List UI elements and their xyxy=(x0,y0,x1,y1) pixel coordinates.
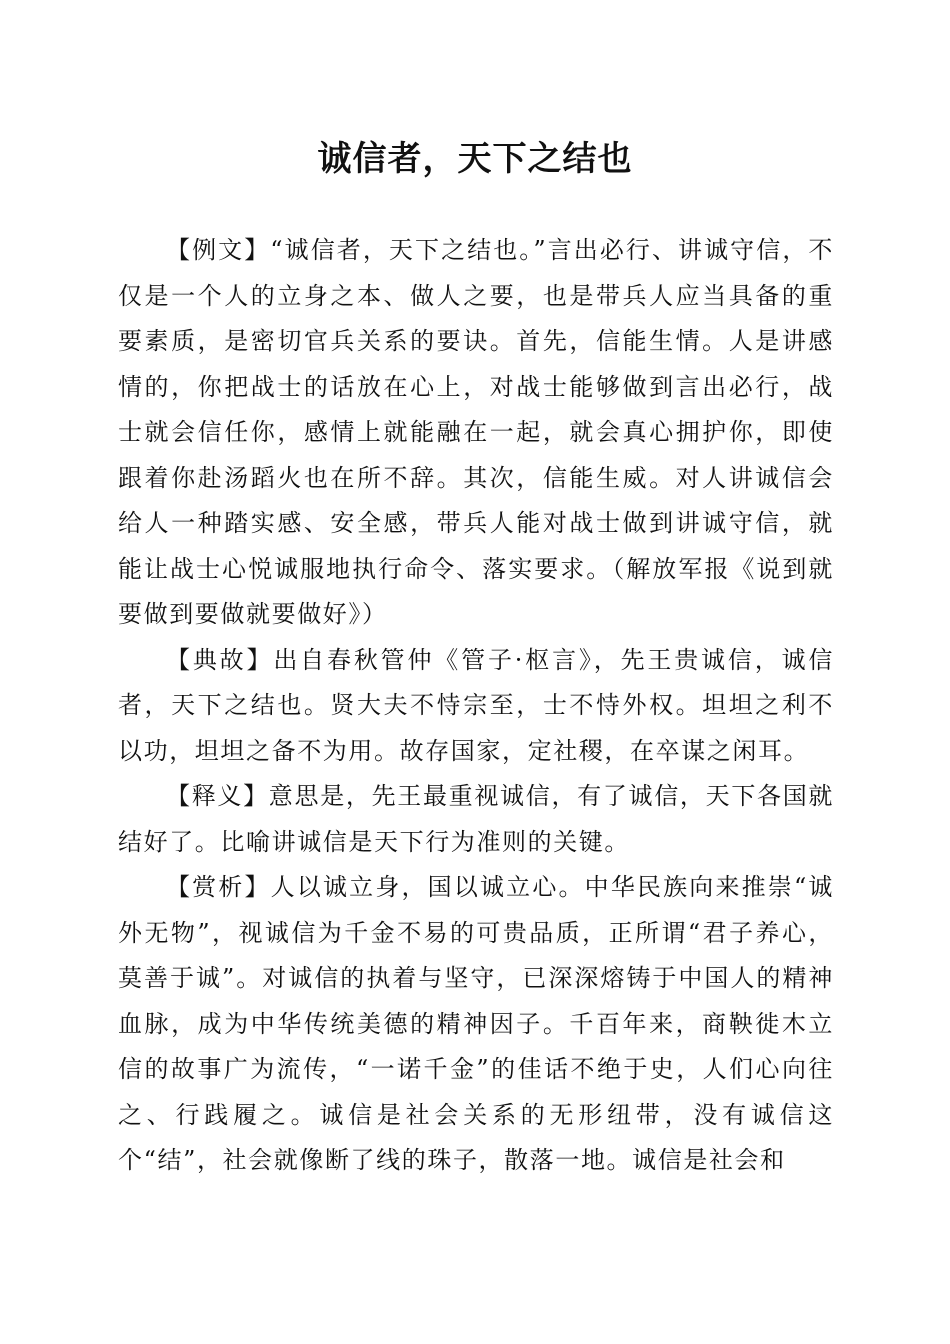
paragraph-tag: 【释义】 xyxy=(166,782,269,810)
paragraph-example xyxy=(118,228,834,638)
paragraph-tag: 【赏析】 xyxy=(166,873,271,901)
paragraph-allusion xyxy=(118,638,834,775)
paragraph-text: 人以诚立身，国以诚立心。中华民族向来推崇“诚外无物”，视诚信为千金不易的可贵品质，正所谓“君子养心，莫善于诚”。对诚信的执着与坚守，已深深熔铸于中国人的精神血脉，成为中华传统美德的精神因子。千百年来，商鞅徙木立信的故事广为流传，“一诺千金”的佳话不绝于史，人们心向往之、行践履之。诚信是社会关系的无形纽带，没有诚信这个“结”，社会就像断了线的珠子，散落一地。诚信是社会和 xyxy=(118,873,835,1174)
paragraph-text: “诚信者，天下之结也。”言出必行、讲诚守信，不仅是一个人的立身之本、做人之要，也是带兵人应当具备的重要素质，是密切官兵关系的要诀。首先，信能生情。人是讲感情的，你把战士的话放在心上，对战士能够做到言出必行，战士就会信任你，感情上就能融在一起，就会真心拥护你，即使跟着你赴汤蹈火也在所不辞。其次，信能生威。对人讲诚信会给人一种踏实感、安全感，带兵人能对战士做到讲诚守信，就能让战士心悦诚服地执行命令、落实要求。（解放军报《说到就要做到要做就要做好》） xyxy=(118,236,834,628)
paragraph-tag: 【典故】 xyxy=(166,645,274,674)
paragraph-text: 意思是，先王最重视诚信，有了诚信，天下各国就结好了。比喻讲诚信是天下行为准则的关键。 xyxy=(118,782,835,856)
paragraph-text: 出自春秋管仲《管子·枢言》，先王贵诚信，诚信者，天下之结也。贤大夫不恃宗至，士不恃外权。坦坦之利不以功，坦坦之备不为用。故存国家，定社稷，在卒谋之闲耳。 xyxy=(118,645,834,765)
document-body xyxy=(118,228,834,1184)
document-title: 诚信者，天下之结也 xyxy=(317,139,633,179)
paragraph-meaning xyxy=(118,774,834,865)
paragraph-tag: 【例文】 xyxy=(166,236,271,264)
paragraph-appreciation xyxy=(118,865,834,1184)
